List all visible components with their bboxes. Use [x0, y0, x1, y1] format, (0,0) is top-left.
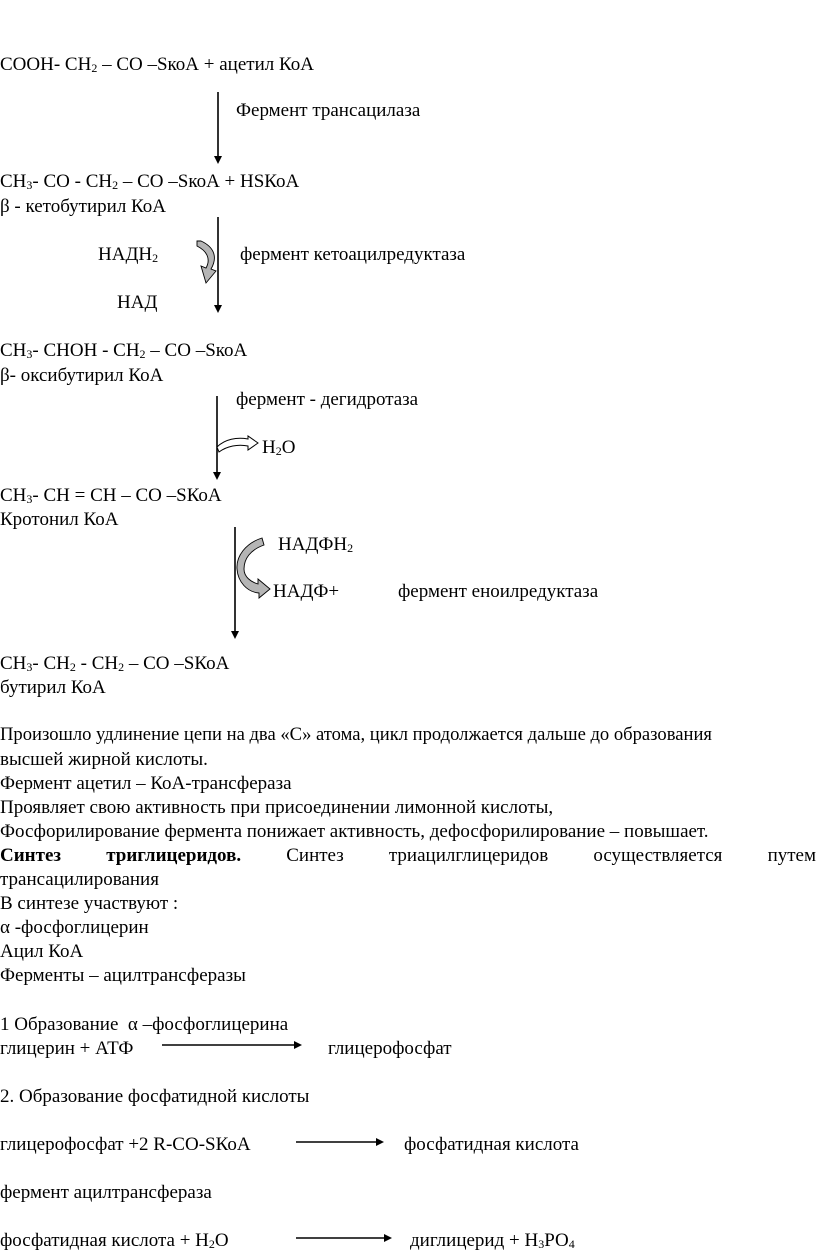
curved-arrow-water-icon: [217, 436, 258, 452]
participant-acyl-coa: Ацил КоА: [0, 941, 84, 962]
section1-title: 1 Образование α –фосфоглицерина: [0, 1014, 289, 1035]
product-butyryl-name: бутирил КоА: [0, 677, 106, 698]
product-crotonyl-formula: $СН_3-$ СН = СН – СО –SКоА: [0, 485, 222, 506]
enzyme-dehydratase: фермент - дегидротаза: [236, 389, 419, 410]
tg-word4: триацилглицеридов: [388, 845, 549, 866]
product-butyryl-formula: $СН_3-$ $СН_2 - СН_2$ – СО –SКоА: [0, 653, 230, 674]
section1-reactants: глицерин + АТФ: [0, 1038, 134, 1059]
product-ketobutyryl-formula: $СН_3-$ СО - $СН_2$ – СО –SкоА + НSКоА: [0, 171, 300, 192]
tg-heading-word1: Синтез: [0, 845, 62, 866]
section2-product: фосфатидная кислота: [404, 1134, 579, 1155]
water-product: $Н_2О$: [262, 437, 296, 458]
section2-title: 2. Образование фосфатидной кислоты: [0, 1086, 310, 1107]
phosphorylation-line: Фосфорилирование фермента понижает активность, дефосфорилирование – повышает.: [0, 821, 709, 842]
participant-phosphoglycerin: α -фосфоглицерин: [0, 917, 149, 938]
product-oxybutyryl-formula: $СН_3-$ СНОН - $СН_2$ – СО –SкоА: [0, 340, 248, 361]
section3-products: диглицерид + $Н_3РО_4$: [410, 1230, 575, 1251]
section2-reactants: глицерофосфат +2 R-CO-SКоА: [0, 1134, 251, 1155]
curved-arrow-nadh2-nad-icon: [197, 241, 216, 283]
section2-enzyme: фермент ацилтрансфераза: [0, 1182, 212, 1203]
enzyme-transacylase: Фермент трансацилаза: [236, 100, 421, 121]
section3-reactants: фосфатидная кислота + $Н_2О$: [0, 1230, 229, 1251]
curved-arrow-nadph2-nadp-icon: [237, 538, 270, 598]
activity-line: Проявляет свою активность при присоединении лимонной кислоты,: [0, 797, 554, 818]
participants-title: В синтезе участвуют :: [0, 893, 179, 914]
participant-acyltransferases: Ферменты – ацилтрансферазы: [0, 965, 246, 986]
cofactor-nadp: НАДФ+: [273, 581, 340, 602]
tg-word3: Синтез: [286, 845, 344, 866]
enzyme-acetyl-coa-transferase: Фермент ацетил – КоА-трансфераза: [0, 773, 292, 794]
enzyme-ketoacylreductase: фермент кетоацилредуктаза: [240, 244, 466, 265]
paragraph-elongation-line2: высшей жирной кислоты.: [0, 749, 208, 770]
cofactor-nadph2: $НАДФН_2$: [278, 534, 354, 555]
cofactor-nadh2: $НАДН_2$: [98, 244, 159, 265]
enzyme-enoylreductase: фермент еноилредуктаза: [398, 581, 599, 602]
tg-line2: трансацилирования: [0, 869, 159, 890]
tg-word5: осуществляется: [593, 845, 723, 866]
tg-heading-word2: триглицеридов.: [106, 845, 242, 866]
product-crotonyl-name: Кротонил КоА: [0, 509, 119, 530]
tg-word6: путем: [767, 845, 816, 866]
paragraph-elongation-line1: Произошло удлинение цепи на два «С» атома, цикл продолжается дальше до образования: [0, 724, 712, 745]
reaction-start: СООН- $СН_2$ – СО –SкоА + ацетил КоА: [0, 54, 314, 75]
cofactor-nad: НАД: [117, 292, 158, 313]
product-ketobutyryl-name: β - кетобутирил КоА: [0, 196, 166, 217]
section1-product: глицерофосфат: [328, 1038, 452, 1059]
product-oxybutyryl-name: β- оксибутирил КоА: [0, 365, 164, 386]
